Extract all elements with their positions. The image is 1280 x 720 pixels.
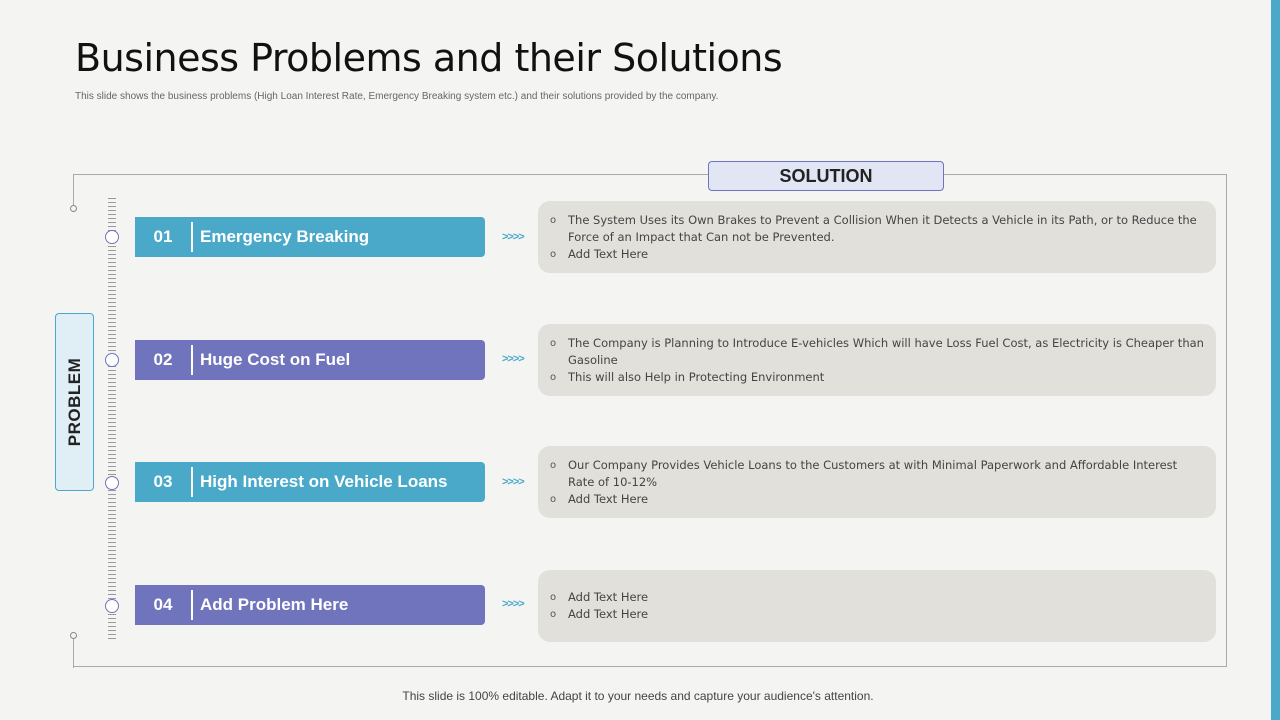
frame-left-line-top [73,174,74,208]
frame-left-line-bottom [73,636,74,668]
solution-box-3 [538,446,1216,518]
problem-bar-1 [135,217,485,257]
chevrons-icon: >>>> [502,476,524,488]
solution-item: o The Company is Planning to Introduce E-vehicles Which will have Loss Fuel Cost, as Electricity is Cheaper than Gasoline [550,335,1204,369]
footer-note: This slide is 100% editable. Adapt it to your needs and capture your audience's attention. [402,689,874,703]
problem-header-label: PROBLEM [64,357,84,447]
chevrons-icon: >>>> [502,353,524,365]
solution-item: o Add Text Here [550,246,1204,263]
timeline-dot-4 [105,599,119,613]
problem-label: High Interest on Vehicle Loans [200,472,448,491]
solution-box-1 [538,201,1216,273]
solution-header: SOLUTION [708,161,944,191]
problem-bar-4 [135,585,485,625]
page-subtitle: This slide shows the business problems (High Loan Interest Rate, Emergency Breaking system etc.) and their solutions provided by the company. [75,91,719,102]
problem-header [55,313,94,491]
problem-number: 03 [153,472,173,491]
solution-item: o Add Text Here [550,606,1204,623]
frame-end-circle-bottom [70,632,77,639]
problem-label: Emergency Breaking [200,227,370,246]
right-accent-bar [1271,0,1280,720]
solution-item: o Add Text Here [550,491,1204,508]
problem-number: 02 [153,350,173,369]
frame-end-circle-top [70,205,77,212]
solution-item: o Our Company Provides Vehicle Loans to the Customers at with Minimal Paperwork and Affordable Interest Rate of 10-12% [550,457,1204,491]
solution-box-2 [538,324,1216,396]
page-title: Business Problems and their Solutions [75,36,783,80]
timeline-dot-1 [105,230,119,244]
problem-label: Add Problem Here [200,595,349,614]
problem-bar-3 [135,462,485,502]
timeline-dot-3 [105,476,119,490]
problem-number: 04 [153,595,173,614]
problem-label: Huge Cost on Fuel [200,350,351,369]
chevrons-icon: >>>> [502,231,524,243]
solution-box-4 [538,570,1216,642]
solution-item: o This will also Help in Protecting Environment [550,369,1204,386]
solution-item: o Add Text Here [550,589,1204,606]
problem-bar-2 [135,340,485,380]
timeline-ruler [108,198,116,642]
timeline-dot-2 [105,353,119,367]
solution-item: o The System Uses its Own Brakes to Prevent a Collision When it Detects a Vehicle in its Path, or to Reduce the Force of an Impact that Can not be Prevented. [550,212,1204,246]
problem-number: 01 [153,227,173,246]
chevrons-icon: >>>> [502,598,524,610]
